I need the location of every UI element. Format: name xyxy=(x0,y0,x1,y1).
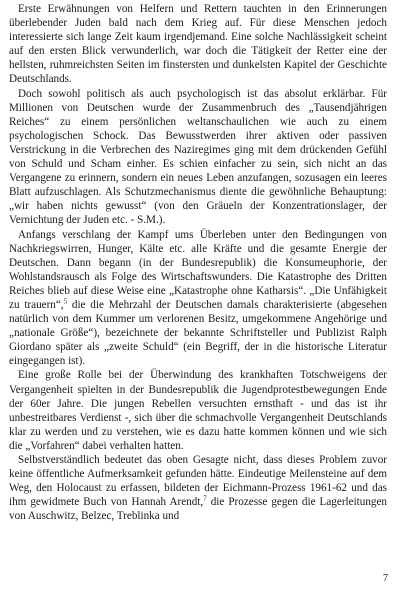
paragraph: Erste Erwähnungen von Helfern und Rettern tauchten in den Erinnerungen überlebender Juden bald nach dem Krieg auf. Für diese Menschen jedoch interessierte sich lange Zeit kaum irgendjemand. Eine solche Nachlässigkeit scheint auf den ersten Blick verwunderlich, war doch die Tätigkeit der Retter eine der hellsten, ruhmreichsten Seiten im finstersten und dunkelsten Kapitel der Geschichte Deutschlands. xyxy=(9,3,387,86)
paragraph: Doch sowohl politisch als auch psychologisch ist das absolut erklärbar. Für Millionen von Deutschen wurde der Zusammenbruch des „Tausendjährigen Reiches“ zu einem persönlichen weltanschaulichen wie auch zu einem psychologischen Schock. Das Bewusstwerden ihrer aktiven oder passiven Verstrickung in die Verbrechen des Naziregimes ging mit dem drückenden Gefühl von Schuld und Scham einher. Es schien einfacher zu sein, sich nicht an das Vergangene zu erinnern, sondern ein neues Leben anzufangen, sozusagen ein leeres Blatt aufzuschlagen. Als Schutzmechanismus diente die gewöhnliche Behauptung: „wir haben nichts gewusst“ (von den Gräueln der Konzentrationslager, der Vernichtung der Juden etc. - S.M.). xyxy=(9,87,387,227)
paragraph: Eine große Rolle bei der Überwindung des krankhaften Totschweigens der Vergangenheit spielten in der Bundesrepublik die Jugendprotestbewegungen Ende der 60er Jahre. Die jungen Rebellen versuchten ernsthaft - und das ist ihr unbestreitbares Verdienst -, sich über die schmachvolle Vergangenheit Deutschlands klar zu werden und zu verstehen, wie es dazu hatte kommen können und wie sich die „Vorfahren“ dabei verhalten hatten. xyxy=(9,369,387,452)
footnote-marker: 7 xyxy=(203,494,207,503)
footnote-marker: 5 xyxy=(63,297,68,306)
page-number: 7 xyxy=(383,573,388,584)
paragraph: Anfangs verschlang der Kampf ums Überleben unter den Bedingungen von Nachkriegswirren, Hunger, Kälte etc. alle Kräfte und die gesamte Energie der Deutschen. Dann begann (in der Bundesrepublik) die Konsumeuphorie, der Wohlstandsrausch als Folge des Wirtschaftswunders. Die Katastrophe des Dritten Reiches blieb auf diese Weise eine „Katastrophe ohne Katharsis“. „Die Unfähigkeit zu trauern“,$^5$ die die Mehrzahl der Deutschen damals charakterisierte (abgesehen natürlich von dem Kummer um verlorenen Besitz, umgekommene Angehörige und „nationale Größe“), bezeichnete der bekannte Schriftsteller und Publizist Ralph Giordano später als „zweite Schuld“ (ein Begriff, der in die historische Literatur eingegangen ist). xyxy=(9,228,387,368)
body-text xyxy=(9,2,387,523)
paragraph: Selbstverständlich bedeutet das oben Gesagte nicht, dass dieses Problem zuvor keine öffentliche Aufmerksamkeit gefunden hätte. Eindeutige Meilensteine auf dem Weg, den Holocaust zu erfassen, bildeten der Eichmann-Prozess 1961-62 und das ihm gewidmete Buch von Hannah Arendt,$^7$ die Prozesse gegen die Lagerleitungen von Auschwitz, Belzec, Treblinka und xyxy=(9,454,387,523)
